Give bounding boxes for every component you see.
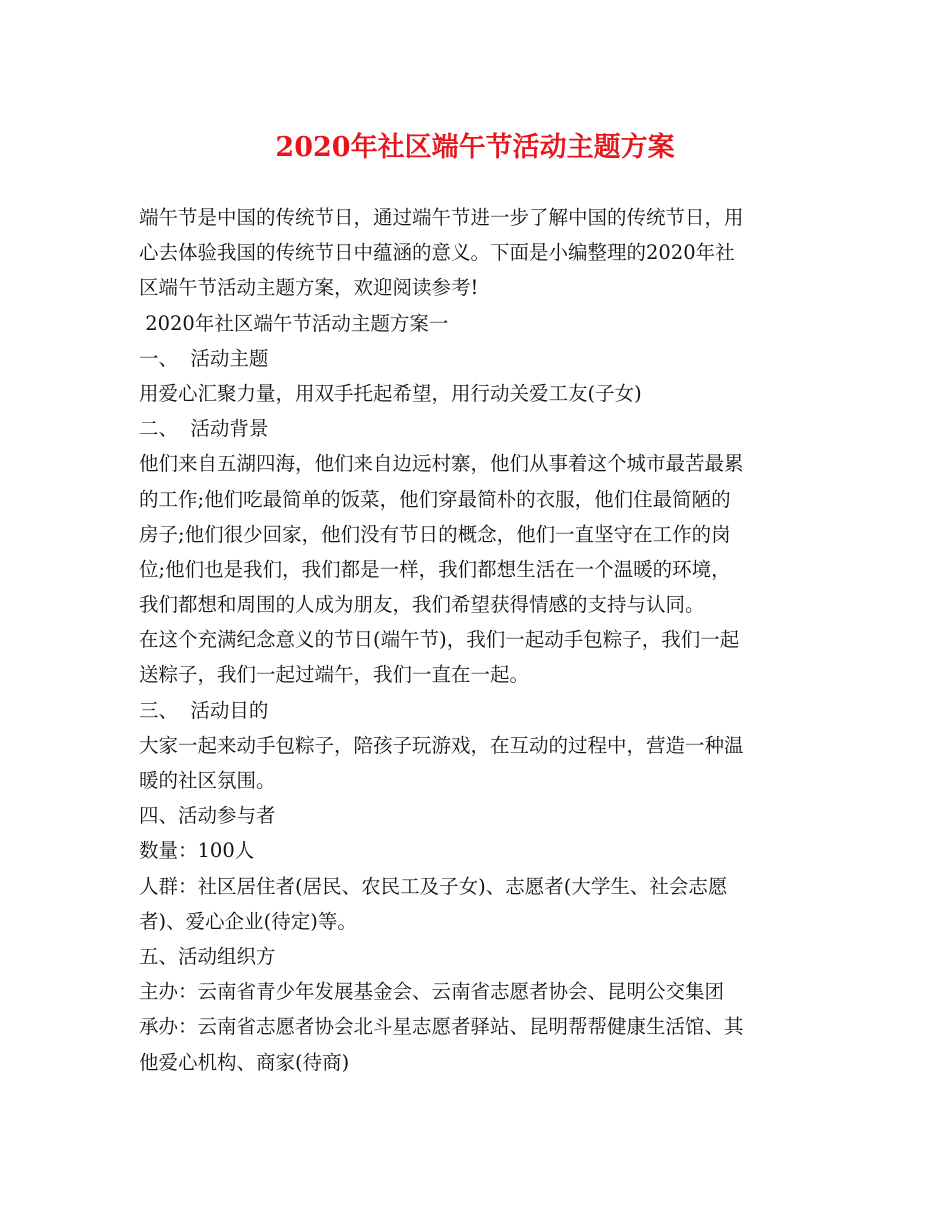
body-line: 者)、爱心企业(待定)等。 xyxy=(139,909,357,933)
section-heading-purpose: 三、 活动目的 xyxy=(139,698,269,722)
body-line: 数量：100人 xyxy=(139,839,255,863)
document-title: 2020年社区端午节活动主题方案 xyxy=(275,132,675,163)
body-line: 他爱心机构、商家(待商) xyxy=(139,1050,350,1074)
body-line: 心去体验我国的传统节日中蕴涵的意义。下面是小编整理的2020年社 xyxy=(139,241,735,265)
body-line: 的工作;他们吃最简单的饭菜，他们穿最简朴的衣服，他们住最简陋的 xyxy=(139,487,731,511)
body-line: 用爱心汇聚力量，用双手托起希望，用行动关爱工友(子女) xyxy=(139,381,642,405)
body-line: 暖的社区氛围。 xyxy=(139,769,276,792)
body-line: 区端午节活动主题方案，欢迎阅读参考! xyxy=(139,276,479,300)
body-line: 大家一起来动手包粽子，陪孩子玩游戏，在互动的过程中，营造一种温 xyxy=(139,733,744,757)
section-plan-heading: 2020年社区端午节活动主题方案一 xyxy=(139,311,449,335)
document-body xyxy=(139,200,817,1080)
body-line: 在这个充满纪念意义的节日(端午节)，我们一起动手包粽子，我们一起 xyxy=(139,628,740,652)
section-heading-participants: 四、活动参与者 xyxy=(139,804,276,828)
body-line: 位;他们也是我们，我们都是一样，我们都想生活在一个温暖的环境， xyxy=(139,557,731,581)
body-line: 房子;他们很少回家，他们没有节日的概念，他们一直坚守在工作的岗 xyxy=(139,522,731,546)
section-heading-background: 二、 活动背景 xyxy=(139,417,269,441)
body-line: 人群：社区居住者(居民、农民工及子女)、志愿者(大学生、社会志愿 xyxy=(139,874,728,898)
body-line: 我们都想和周围的人成为朋友，我们希望获得情感的支持与认同。 xyxy=(139,593,705,617)
section-heading-theme: 一、 活动主题 xyxy=(139,346,269,370)
body-line: 端午节是中国的传统节日，通过端午节进一步了解中国的传统节日，用 xyxy=(139,206,744,229)
body-line: 送粽子，我们一起过端午，我们一直在一起。 xyxy=(139,663,530,687)
body-line: 承办：云南省志愿者协会北斗星志愿者驿站、昆明帮帮健康生活馆、其 xyxy=(139,1015,744,1039)
section-heading-organizers: 五、活动组织方 xyxy=(139,944,276,968)
body-line: 主办：云南省青少年发展基金会、云南省志愿者协会、昆明公交集团 xyxy=(139,980,725,1004)
body-line: 他们来自五湖四海，他们来自边远村寨，他们从事着这个城市最苦最累 xyxy=(139,452,744,476)
